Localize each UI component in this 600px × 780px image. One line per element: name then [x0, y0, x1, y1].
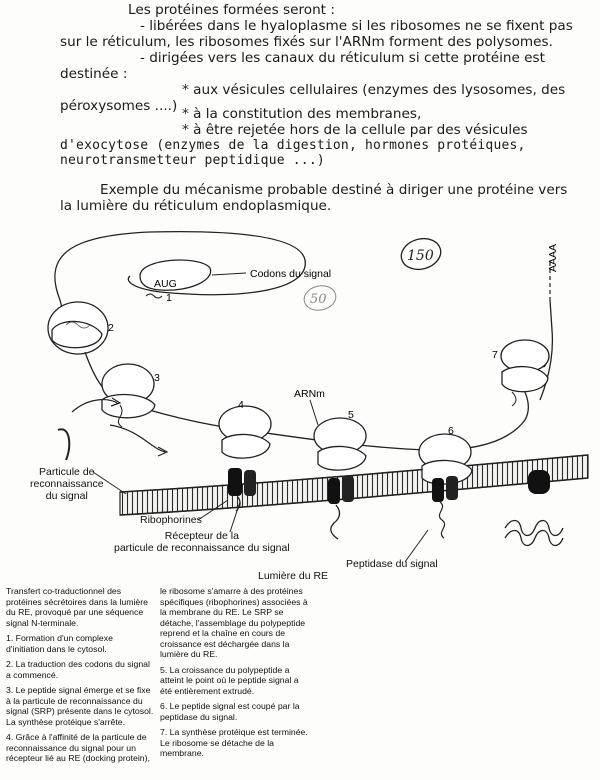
text-line-1: Les protéines formées seront :: [128, 2, 335, 18]
stage-2-number: 2: [108, 322, 114, 334]
aug-label: AUG: [154, 278, 177, 290]
codons-label: Codons du signal: [250, 268, 332, 280]
text-line-8: * à la constitution des membranes,: [182, 106, 422, 122]
text-line-5: destinée :: [60, 66, 128, 82]
text-line-10: d'exocytose (enzymes de la digestion, hormones protéiques,: [60, 138, 526, 153]
text-line-6: * aux vésicules cellulaires (enzymes des lysosomes, des: [182, 82, 566, 98]
svg-text:50: 50: [310, 292, 327, 307]
ribophorines-label: Ribophorines: [140, 514, 202, 526]
caption-step-3: 3. Le peptide signal émerge et se fixe à la particule de reconnaissance du signal (SRP) présente dans le cytosol. La synthèse protéique s'arrête.: [6, 685, 154, 727]
text-line-4: - dirigées vers les canaux du réticulum si cette protéine est: [140, 50, 545, 66]
caption-step-4: 4. Grâce à l'affinité de la particule de reconnaissance du signal pour un récepteur lié au RE (docking protein),: [6, 732, 150, 763]
poly-a-label: AAAA: [547, 243, 559, 272]
caption-right-column: [160, 586, 320, 764]
released-protein: [505, 521, 563, 546]
handwritten-mark-150: [398, 234, 444, 273]
caption-step-1: 1. Formation d'un complexe d'initiation dans le cytosol.: [6, 633, 113, 654]
stage-4-number: 4: [238, 399, 244, 411]
caption-step-6: 6. Le peptide signal est coupé par la peptidase du signal.: [160, 701, 300, 722]
lumen-label: Lumière du RE: [258, 570, 329, 582]
stage-5-number: 5: [348, 409, 354, 421]
text-line-13: la lumière du réticulum endoplasmique.: [60, 198, 332, 214]
caption-intro: Transfert co-traductionnel des protéines sécrétoires dans la lumière du RE, provoqué par une séquence signal N-terminale.: [6, 586, 148, 628]
caption-step-2: 2. La traduction des codons du signal a commencé.: [6, 659, 150, 680]
receptor-right: [528, 470, 550, 494]
ribosome-2: [48, 302, 108, 354]
caption-step-7: 7. La synthèse protéique est terminée. Le ribosome se détache de la membrane.: [160, 727, 308, 758]
peptidase-label: Peptidase du signal: [346, 558, 438, 570]
text-line-2: - libérées dans le hyaloplasme si les ribosomes ne se fixent pas: [140, 18, 573, 34]
stage-6-number: 6: [448, 425, 454, 437]
stage-7-number: 7: [492, 349, 498, 361]
stage-3-number: 3: [154, 372, 160, 384]
caption-left-column: [6, 586, 156, 769]
stage-1-number: 1: [166, 292, 172, 304]
caption-step-4-cont: le ribosome s'amarre à des protéines spécifiques (ribophorines) associées à la membrane du RE. Le SRP se détache, l'assemblage du polypeptide reprend et la chaîne en cours de croissance est déchargée dans la lumière du RE.: [160, 586, 308, 659]
text-line-7: péroxysomes ....): [60, 98, 178, 114]
text-line-3: sur le réticulum, les ribosomes fixés sur l'ARNm forment des polysomes.: [60, 34, 553, 50]
text-line-9: * à être rejetée hors de la cellule par des vésicules: [182, 122, 528, 138]
text-line-11: neurotransmetteur peptidique ...): [60, 153, 325, 168]
caption-step-5: 5. La croissance du polypeptide a atteint le point où le peptide signal a été entièrement extrudé.: [160, 664, 299, 696]
receptor-label: Récepteur de la particule de reconnaissance du signal: [114, 530, 290, 554]
arnm-label: ARNm: [294, 388, 325, 400]
handwritten-mark-50: [302, 283, 338, 313]
svg-text:150: 150: [407, 248, 434, 264]
text-line-12: Exemple du mécanisme probable destiné à diriger une protéine vers: [100, 182, 568, 198]
ribosome-3: [102, 364, 155, 427]
srp-label: Particule de reconnaissance du signal: [30, 466, 104, 502]
